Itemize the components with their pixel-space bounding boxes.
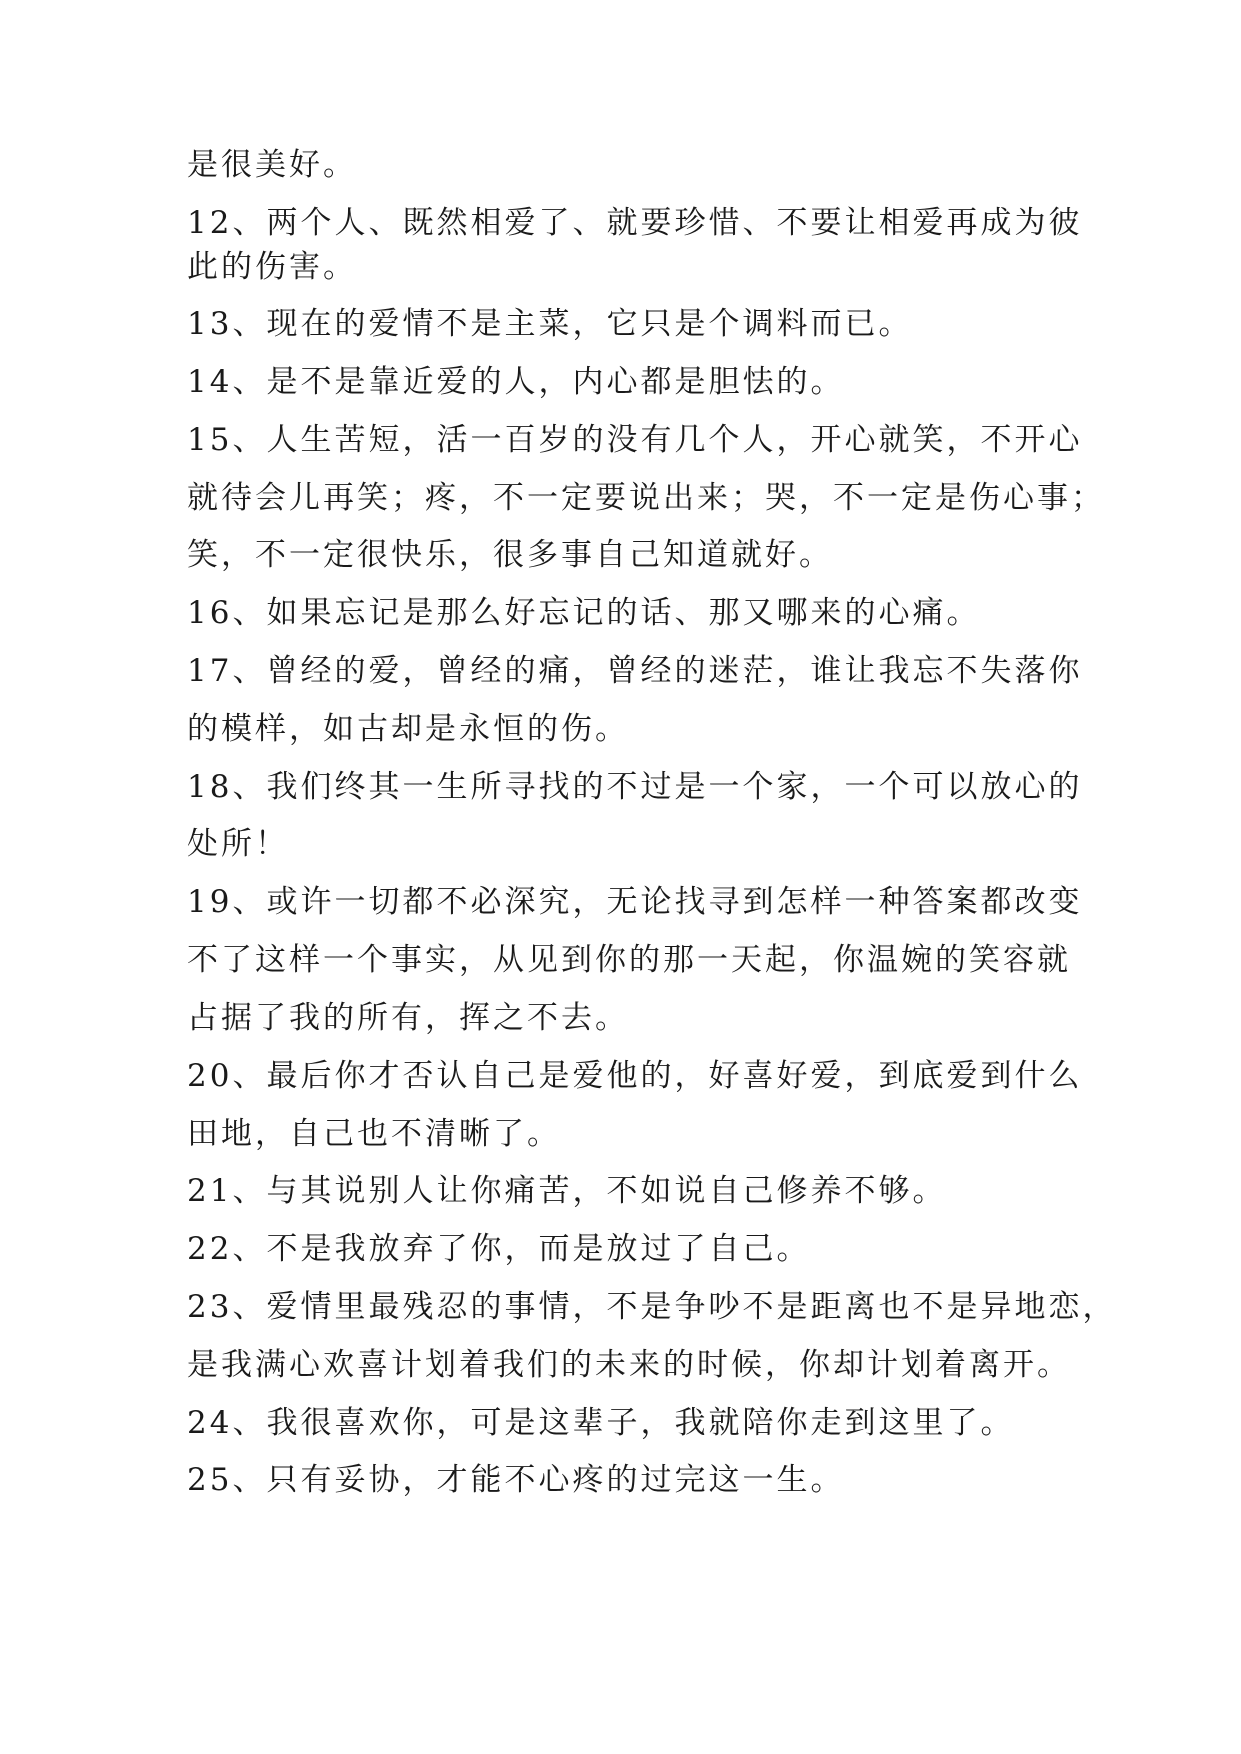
text-line: 是很美好。 [187,147,357,183]
text-line: 17、曾经的爱，曾经的痛，曾经的迷茫，谁让我忘不失落你 [187,653,1083,689]
text-line: 田地，自己也不清晰了。 [187,1116,561,1152]
text-line: 24、我很喜欢你，可是这辈子，我就陪你走到这里了。 [187,1405,1015,1441]
text-line: 处所！ [187,826,289,862]
text-line: 21、与其说别人让你痛苦，不如说自己修养不够。 [187,1173,947,1209]
text-line: 19、或许一切都不必深究，无论找寻到怎样一种答案都改变 [187,884,1083,920]
text-line: 不了这样一个事实，从见到你的那一天起，你温婉的笑容就 [187,942,1071,978]
text-line: 占据了我的所有，挥之不去。 [187,1000,629,1036]
text-line: 23、爱情里最残忍的事情，不是争吵不是距离也不是异地恋， [187,1289,1117,1325]
text-line: 14、是不是靠近爱的人，内心都是胆怯的。 [187,364,845,400]
text-line: 是我满心欢喜计划着我们的未来的时候，你却计划着离开。 [187,1347,1071,1383]
text-line: 15、人生苦短，活一百岁的没有几个人，开心就笑，不开心 [187,422,1083,458]
text-line: 笑，不一定很快乐，很多事自己知道就好。 [187,537,833,573]
text-line: 18、我们终其一生所寻找的不过是一个家，一个可以放心的 [187,769,1083,805]
text-line: 16、如果忘记是那么好忘记的话、那又哪来的心痛。 [187,595,981,631]
text-line: 12、两个人、既然相爱了、就要珍惜、不要让相爱再成为彼 [187,205,1083,241]
text-line: 22、不是我放弃了你，而是放过了自己。 [187,1231,811,1267]
text-line: 此的伤害。 [187,249,357,285]
text-line: 的模样，如古却是永恒的伤。 [187,711,629,747]
text-line: 13、现在的爱情不是主菜，它只是个调料而已。 [187,306,913,342]
text-line: 就待会儿再笑；疼，不一定要说出来；哭，不一定是伤心事； [187,480,1105,516]
text-line: 20、最后你才否认自己是爱他的，好喜好爱，到底爱到什么 [187,1058,1083,1094]
text-line: 25、只有妥协，才能不心疼的过完这一生。 [187,1462,845,1498]
